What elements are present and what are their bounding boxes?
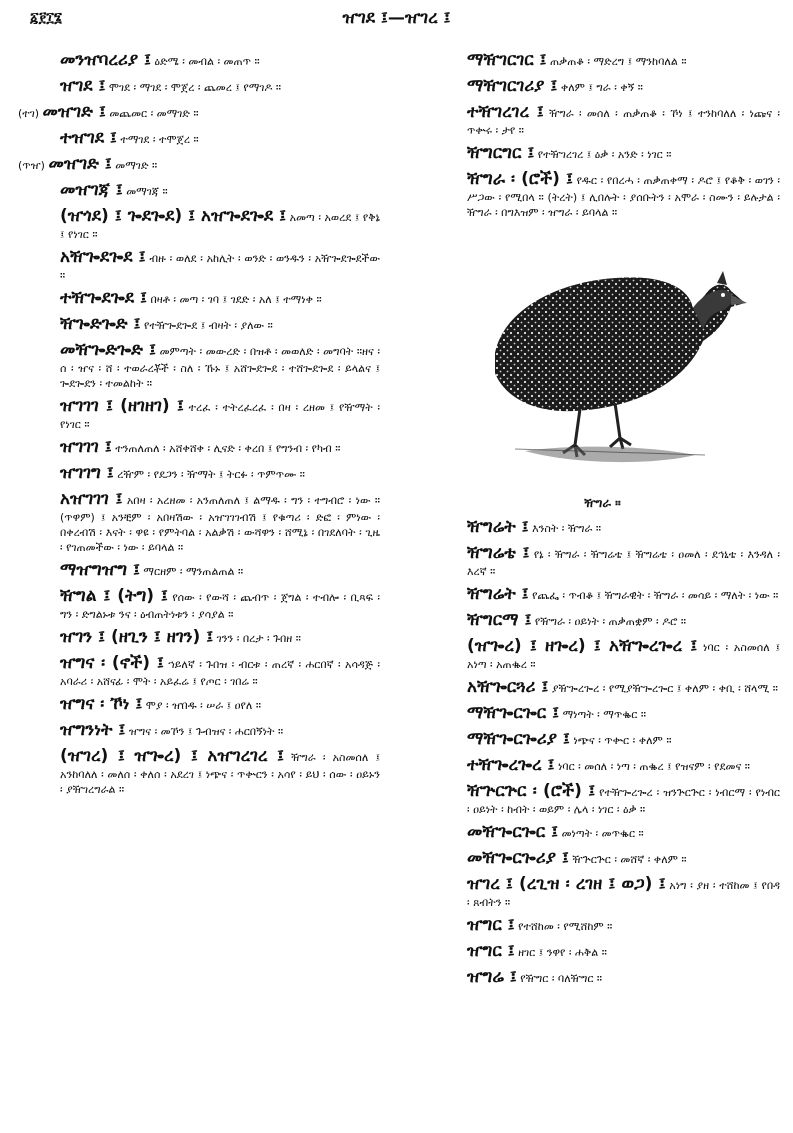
entry-definition: እንስት ፡ ዥግራ ።: [532, 522, 602, 535]
dictionary-entry: [18, 128, 380, 149]
entry-definition: በዛቶ ፡ መጣ ፡ ገባ ፤ ገደድ ፡ አለ ፤ ተማነቀ ።: [150, 293, 322, 306]
dictionary-entry: [425, 915, 780, 936]
entry-definition: የዥግር ፡ ባለዥግር ።: [520, 972, 603, 985]
entry-definition: ማርዘም ፡ ማንጠልጠል ።: [143, 565, 244, 578]
entry-definition: ኀይለኛ ፡ ጉበዝ ፡ ብርቱ ፡ ጠረኛ ፡ ሐርበኛ ፡ አሳዳጅ ፡ አባራሪ ፡ አሸናፊ ፡ ሞት ፡ አይፈሬ ፤ የጦር ፡ ገበሬ ።: [60, 658, 380, 688]
entry-headword: ዠግሬ ፤: [467, 967, 517, 987]
dictionary-entry: [18, 560, 380, 581]
entry-headword: ዠግንነት ፤: [60, 720, 126, 740]
entry-definition: አመጣ ፡ አወረደ ፤ የቅኔ ፤ የነገር ።: [60, 211, 380, 241]
dictionary-entry: [425, 703, 780, 724]
dictionary-entry: [18, 653, 380, 689]
entry-definition: መማገጃ ።: [126, 185, 168, 198]
entry-definition: አነግ ፡ ያዘ ፡ ተሸከመ ፤ የበዳ ፡ ጸብትን ።: [467, 879, 781, 909]
entry-tag: (ተገ): [18, 107, 43, 120]
right-column: [425, 50, 780, 993]
left-column: [18, 50, 380, 802]
dictionary-entry: [18, 720, 380, 741]
entry-headword: ዠገደ ፤: [60, 76, 106, 96]
entry-headword: ዠገረ ፤ (ረጊዝ ፡ ረገዘ ፤ ወጋ) ፤: [467, 874, 666, 894]
dictionary-entry: [18, 627, 380, 648]
entry-definition: የኔ ፡ ዥግራ ፡ ዥግሬቴ ፤ ዥግሬቴ ፡ ዐመለ ፡ ደኅኒቴ ፡ እንዳለ ፡ እረኛ ።: [467, 548, 780, 578]
entry-definition: ብዙ ፡ ወለደ ፡ አከሊት ፡ ወንድ ፡ ወንዱን ፡ አዥጐደጐደችው ።: [60, 252, 380, 282]
dictionary-entry: [18, 396, 380, 432]
entry-headword: (ዠገረ) ፤ ዠጐረ) ፤ አዠገረገረ ፤: [60, 746, 284, 766]
dictionary-entry: [18, 746, 380, 797]
dictionary-entry: [18, 180, 380, 201]
dictionary-entry: [18, 102, 380, 123]
entry-headword: ማዥጐርጐር ፤: [467, 703, 560, 723]
entry-definition: መማገድ ።: [115, 159, 158, 172]
dictionary-entry: [425, 143, 780, 164]
entry-definition: ተረፈ ፡ ተትረፈረፈ ፡ በዛ ፡ ረዘመ ፤ የዥማት ፡ የነገር ።: [60, 401, 380, 431]
entry-headword: ተዥጐደጐደ ፤: [60, 288, 147, 308]
entry-headword: መዥጐድጐድ ፤: [60, 340, 156, 360]
dictionary-entry: [425, 967, 780, 988]
entry-headword: ዠግና ፡ (ኖች) ፤: [60, 653, 164, 673]
entry-headword: መዥጐርጐር ፤: [467, 822, 559, 842]
dictionary-entry: [18, 586, 380, 622]
entry-headword: ዠገን ፤ (ዘጊን ፤ ዘገን) ፤: [60, 627, 214, 647]
dictionary-entry: [18, 154, 380, 175]
entry-headword: ተዥጐረጐረ ፤: [467, 755, 555, 775]
entry-definition: የተዥገረገረ ፤ ዕቃ ፡ አንድ ፡ ነገር ።: [537, 148, 672, 161]
entry-headword: ማዥጐርጐሪያ ፤: [467, 729, 570, 749]
entry-headword: ዥግሬቴ ፤: [467, 543, 530, 563]
entry-definition: ሞገደ ፡ ማገደ ፡ ሞጀረ ፡ ጨመረ ፤ የማገዶ ።: [108, 81, 282, 94]
entry-definition: ሞያ ፡ ዠበዱ ፡ ሠራ ፤ ዐየለ ።: [145, 699, 261, 712]
entry-definition: ዠግና ፡ መኾን ፤ ጉብዝና ፡ ሐርበኝነት ።: [128, 725, 284, 738]
entry-headword: ማዥገርገር ፤: [467, 50, 547, 70]
dictionary-entry: [425, 50, 780, 71]
dictionary-entry: [425, 729, 780, 750]
entry-headword: ዠገገግ ፤: [60, 463, 114, 483]
entry-definition: ዘገር ፤ ንዋየ ፡ ሐቅል ።: [518, 946, 607, 959]
dictionary-entry: [18, 206, 380, 242]
dictionary-entry: [425, 822, 780, 843]
dictionary-entry: [425, 169, 780, 220]
entry-definition: መነጣት ፡ መጥቈር ።: [561, 827, 644, 840]
entry-headword: ዥግል ፤ (ትግ) ፤: [60, 586, 168, 606]
figure-caption: ዥግራ ።: [584, 496, 621, 510]
entry-headword: ዥጕርጕር ፡ (ሮች) ፤: [467, 781, 596, 801]
dictionary-entry: [18, 694, 380, 715]
entry-definition: አበዛ ፡ አረዘመ ፡ አንጠለጠለ ፤ ልማዱ ፡ ግን ፡ ተግብሮ ፡ ነው ። (ጥዋም) ፤ አንቺም ፡ አበዛሽው ፡ አዠገገገብሽ ፤ የቁጣሪ ፡ ድፎ ፡ ምነው ፡ በቀረብሽ ፡ እናት ፡ ዋዩ ፡ የምትባል ፡ አልቃሽ ፡ ውሻዋን ፡ ሸሚኔ ፡ በገደለባት ፡ ጊዜ ፡ የገጠመችው ፡ ነው ፡ ይባላል ።: [60, 494, 380, 554]
entry-definition: ነባር ፡ አስመሰለ ፤ አነጣ ፡ አጠቈረ ።: [467, 641, 780, 671]
entry-definition: የዱር ፡ የበረሓ ፡ ጠቃጠቀማ ፡ ዶሮ ፤ የቆቅ ፡ ወገን ፡ ሥጋው ፡ የሚበላ ። (ትረት) ፤ ሊበሉት ፡ ያሰቡትን ፡ አሞራ ፡ ስሙን ፡ ይሉታል ፡ ዥግራ ፡ በግእዝም ፡ ዠግራ ፡ ይባላል ።: [467, 174, 780, 219]
entry-definition: ገንን ፡ በረታ ፡ ጉበዘ ።: [216, 632, 301, 645]
dictionary-entry: [18, 288, 380, 309]
dictionary-entry: [18, 340, 380, 391]
entry-definition: የጨፌ ፡ ጥብቆ ፤ ዥግራዊት ፡ ዥግራ ፡ መሳይ ፡ ማለት ፡ ነው ።: [532, 589, 779, 602]
entry-headword: ዥግርግር ፤: [467, 143, 535, 163]
entry-definition: ነጭና ፡ ጥቍር ፡ ቀለም ።: [573, 734, 672, 747]
entry-headword: ተዠገደ ፤: [60, 128, 117, 148]
entry-definition: የሰው ፡ የውሻ ፡ ጨብጥ ፡ ጀግል ፡ ተብሎ ፡ ቢጻፍ ፡ ግን ፡ ድግልኑቱ ንና ፡ ዕብጠትነቱን ፡ ያሳያል ።: [60, 591, 380, 621]
dictionary-entry: [18, 463, 380, 484]
entry-headword: ዠግር ፤: [467, 915, 515, 935]
entry-headword: አዥጐርጓሪ ፤: [467, 677, 549, 697]
entry-definition: ረዥም ፡ የደጋን ፡ ዥማት ፤ ትርፉ ፡ ጥምጥሙ ።: [117, 468, 305, 481]
entry-headword: ዠገገገ ፤: [60, 437, 112, 457]
entry-definition: ተንጠለጠለ ፡ አሸቀሸቀ ፡ ሊናድ ፡ ቀረበ ፤ የግንብ ፡ የካብ ።: [115, 442, 341, 455]
entry-definition: ዥጕርጕር ፡ መሸኛ ፡ ቀለም ።: [572, 853, 687, 866]
dictionary-entry: [425, 677, 780, 698]
entry-headword: (ዠጎደ) ፤ ጐደጐደ) ፤ አዠጐደጐደ ፤: [60, 206, 287, 226]
entry-definition: ዕድሜ ፡ መብል ፡ መጠጥ ።: [154, 55, 260, 68]
dictionary-entry: [425, 610, 780, 631]
dictionary-entry: [425, 102, 780, 138]
entry-headword: መዠገድ ፤: [48, 154, 112, 174]
dictionary-entry: [425, 755, 780, 776]
entry-headword: መዥጐርጐሪያ ፤: [467, 848, 569, 868]
entry-definition: ዥግራ ፡ መሰለ ፡ ጠቃጠቆ ፡ ኾነ ፤ ተንከባለለ ፡ ነጩና ፡ ጥቍሩ ፡ ታየ ።: [467, 107, 780, 137]
page-number: ፩፻፲፮: [30, 10, 63, 26]
entry-definition: መጨመር ፡ መማገድ ።: [109, 107, 199, 120]
dictionary-entry: [425, 941, 780, 962]
dictionary-entry: [18, 76, 380, 97]
dictionary-entry: [18, 50, 380, 71]
entry-definition: ዥግራ ፡ አስመሰለ ፤ አንከባለለ ፡ መለሰ ፡ ቀለሰ ፡ አደረገ ፤ ነጭና ፡ ጥቍርን ፡ አሳየ ፡ ይህ ፡ ሰው ፡ ዐይኑን ፡ ያዥገረግራል ።: [60, 751, 380, 796]
entry-headword: ማዠግዠግ ፤: [60, 560, 140, 580]
entry-headword: አዥጐደጐደ ፤: [60, 247, 146, 267]
entry-definition: የተዥጐረጐረ ፡ ዝንጕርጕር ፡ ነብርማ ፡ የነብር ፡ ዐይነት ፡ ከብት ፡ ወይም ፡ ሌላ ፡ ነገር ፡ ዕቃ ።: [467, 786, 781, 816]
entry-headword: ዥግሬት ፤: [467, 517, 529, 537]
dictionary-entry: [425, 848, 780, 869]
entry-definition: ማነጣት ፡ ማጥቈር ።: [562, 708, 646, 721]
entry-headword: ዠግና ፡ ኾነ ፤: [60, 694, 143, 714]
entry-headword: መንዠባረሪያ ፤: [60, 50, 152, 70]
entry-definition: የተዥጐደጐደ ፤ ብዛት ፡ ያለው ።: [143, 319, 273, 332]
entry-headword: ተዥገረገረ ፤: [467, 102, 544, 122]
entry-headword: መዠገድ ፤: [42, 102, 106, 122]
dictionary-entry: [18, 247, 380, 283]
entry-definition: የተሸከመ ፡ የሚሸከም ።: [518, 920, 613, 933]
dictionary-entry: [18, 314, 380, 335]
entry-definition: የዥግራ ፡ ዐይነት ፡ ጠቃጠቋም ፡ ዶሮ ።: [534, 615, 687, 628]
right-column-top: [425, 50, 780, 220]
entry-definition: ቀለም ፤ ግራ ፡ ቀኝ ።: [560, 81, 643, 94]
entry-headword: ዥግሬት ፤: [467, 584, 529, 604]
dictionary-entry: [425, 543, 780, 579]
entry-definition: ተማገደ ፡ ተሞጀረ ።: [120, 133, 199, 146]
entry-headword: ዥግርማ ፤: [467, 610, 532, 630]
running-head: ዠገደ ፤—ዠገረ ፤: [342, 8, 451, 28]
entry-definition: ጠቃጠቆ ፡ ማድረግ ፤ ማንከባለል ።: [550, 55, 687, 68]
entry-tag: (ጥዠ): [18, 159, 49, 172]
dictionary-entry: [18, 489, 380, 555]
right-column-bottom: [425, 517, 780, 988]
entry-headword: ማዥገርገሪያ ፤: [467, 76, 558, 96]
entry-headword: ዥግራ ፡ (ሮች) ፤: [467, 169, 573, 189]
entry-definition: መምጣት ፡ መውረድ ፡ በዝቶ ፡ መወለድ ፡ መግባት ።ዘና ፡ ሰ ፡ ዠና ፡ ሸ ፡ ተወራረቾች ፡ ስለ ፡ ኹኑ ፤ አሸጐደጐደ ፡ ተሸጐደጐደ ፡ ይላልና ፤ ጐደጐደን ፡ ተመልከት ።: [60, 345, 380, 390]
entry-headword: አዠገገገ ፤: [60, 489, 123, 509]
dictionary-entry: [425, 636, 780, 672]
dictionary-entry: [425, 781, 780, 817]
entry-headword: ዠገገገ ፤ (ዘገዘገ) ፤: [60, 396, 184, 416]
entry-headword: ዠግር ፤: [467, 941, 515, 961]
entry-definition: ያዥጐረጐረ ፡ የሚያዥጐረጐር ፤ ቀለም ፡ ቀቢ ፡ ሸላሚ ።: [551, 682, 778, 695]
guinea-fowl-illustration: [425, 233, 780, 488]
entry-headword: (ዠጐረ) ፤ ዘጐረ) ፤ አዥጐረጐረ ፤: [467, 636, 698, 656]
dictionary-entry: [425, 874, 780, 910]
dictionary-entry: [425, 584, 780, 605]
dictionary-entry: [425, 76, 780, 97]
dictionary-entry: [18, 437, 380, 458]
entry-headword: ዥጐድጐድ ፤: [60, 314, 141, 334]
entry-definition: ነባር ፡ መሰለ ፡ ነጣ ፡ ጠቈረ ፤ የዝናም ፡ የደመና ።: [557, 760, 750, 773]
dictionary-entry: [425, 517, 780, 538]
entry-headword: መዠገጃ ፤: [60, 180, 123, 200]
